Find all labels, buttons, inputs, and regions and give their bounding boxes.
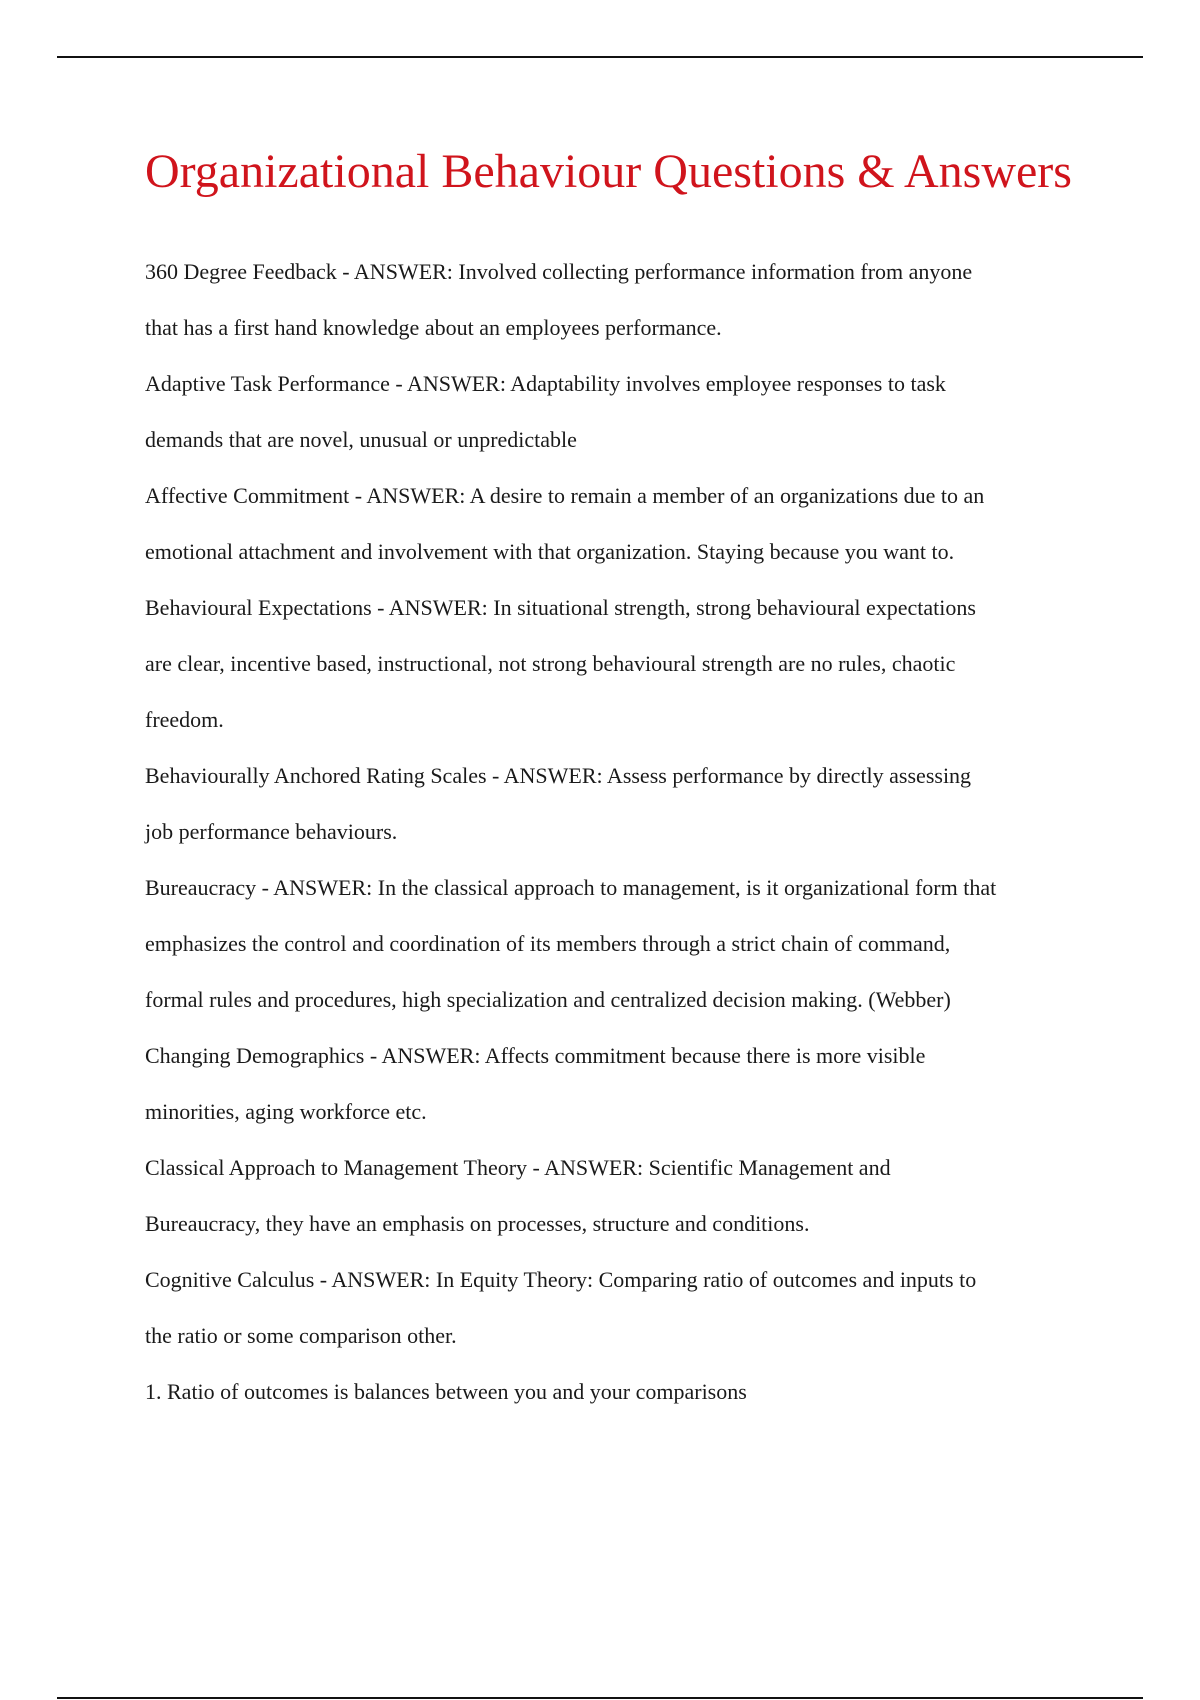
text-line: are clear, incentive based, instructional, not strong behavioural strength are no rules, chaotic xyxy=(145,651,956,676)
page-title: Organizational Behaviour Questions & Answers xyxy=(145,145,1072,198)
text-line: 360 Degree Feedback - ANSWER: Involved collecting performance information from anyone xyxy=(145,259,973,284)
header-rule xyxy=(57,56,1143,58)
text-line: minorities, aging workforce etc. xyxy=(145,1099,427,1124)
text-line: Bureaucracy - ANSWER: In the classical approach to management, is it organizational form that xyxy=(145,875,997,900)
text-line: Adaptive Task Performance - ANSWER: Adaptability involves employee responses to task xyxy=(145,371,946,396)
text-line: the ratio or some comparison other. xyxy=(145,1323,457,1348)
text-line: demands that are novel, unusual or unpredictable xyxy=(145,427,577,452)
text-line: Bureaucracy, they have an emphasis on processes, structure and conditions. xyxy=(145,1211,810,1236)
text-line: Behaviourally Anchored Rating Scales - ANSWER: Assess performance by directly assessing xyxy=(145,763,972,788)
text-line: formal rules and procedures, high specialization and centralized decision making. (Webber) xyxy=(145,987,951,1012)
footer-rule xyxy=(57,1697,1143,1699)
text-line: that has a first hand knowledge about an employees performance. xyxy=(145,315,722,340)
text-line: Changing Demographics - ANSWER: Affects commitment because there is more visible xyxy=(145,1043,926,1068)
text-line: emotional attachment and involvement with that organization. Staying because you want to. xyxy=(145,539,955,564)
text-line: job performance behaviours. xyxy=(145,819,398,844)
text-line: freedom. xyxy=(145,707,224,732)
text-line: Behavioural Expectations - ANSWER: In situational strength, strong behavioural expectations xyxy=(145,595,976,620)
text-line: 1. Ratio of outcomes is balances between you and your comparisons xyxy=(145,1379,747,1404)
text-line: Classical Approach to Management Theory - ANSWER: Scientific Management and xyxy=(145,1155,891,1180)
text-line: Cognitive Calculus - ANSWER: In Equity Theory: Comparing ratio of outcomes and inputs to xyxy=(145,1267,977,1292)
document-body xyxy=(145,244,1100,1420)
text-line: Affective Commitment - ANSWER: A desire to remain a member of an organizations due to an xyxy=(145,483,985,508)
text-line: emphasizes the control and coordination of its members through a strict chain of command, xyxy=(145,931,951,956)
